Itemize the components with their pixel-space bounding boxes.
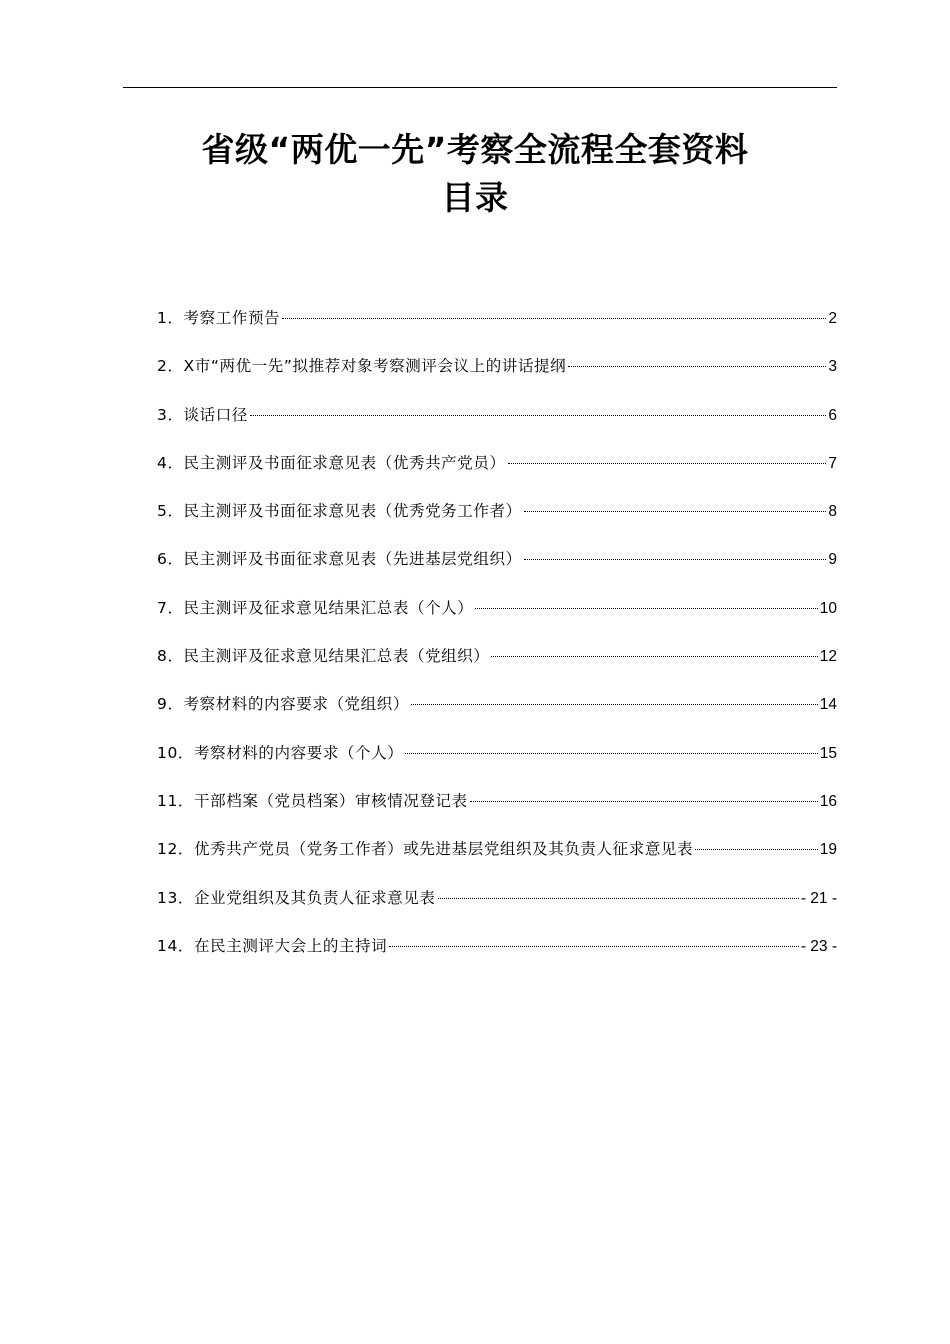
toc-leader-dots xyxy=(508,463,827,464)
document-title: 省级“两优一先”考察全流程全套资料 xyxy=(201,130,749,169)
toc-entry-page: - 23 - xyxy=(800,937,837,955)
toc-leader-dots xyxy=(568,366,826,367)
toc-leader-dots xyxy=(411,704,818,705)
toc-entry-page: 2 xyxy=(828,310,837,327)
toc-entry-page: 15 xyxy=(819,744,837,762)
toc-entry[interactable] xyxy=(157,692,837,740)
toc-entry-page: 10 xyxy=(819,599,837,617)
toc-entry-page: 8 xyxy=(828,503,837,521)
toc-entry-label: 9．考察材料的内容要求（党组织） xyxy=(157,695,409,714)
toc-entry[interactable] xyxy=(157,403,837,451)
toc-entry[interactable] xyxy=(157,547,837,595)
toc-entry[interactable] xyxy=(157,451,837,499)
toc-entry[interactable] xyxy=(157,644,837,692)
toc-entry-label: 2．X市“两优一先”拟推荐对象考察测评会议上的讲话提纲 xyxy=(157,357,567,376)
toc-entry-page: - 21 - xyxy=(800,889,837,907)
toc-entry-page: 7 xyxy=(828,454,837,472)
toc-leader-dots xyxy=(405,753,817,754)
toc-entry[interactable] xyxy=(157,886,837,934)
toc-heading: 目录 xyxy=(441,178,509,217)
toc-entry-label: 1．考察工作预告 xyxy=(157,309,281,327)
toc-entry-label: 3．谈话口径 xyxy=(157,405,248,424)
toc-entry-label: 13．企业党组织及其负责人征求意见表 xyxy=(157,888,436,907)
toc-entry-page: 12 xyxy=(819,648,837,666)
toc-entry-label: 11．干部档案（党员档案）审核情况登记表 xyxy=(157,791,468,810)
toc-entry-page: 16 xyxy=(819,792,837,810)
toc-entry[interactable] xyxy=(157,499,837,547)
toc-entry[interactable] xyxy=(157,837,837,885)
toc-entry[interactable] xyxy=(157,306,837,354)
toc-entry-label: 4．民主测评及书面征求意见表（优秀共产党员） xyxy=(157,453,506,472)
toc-entry-label: 5．民主测评及书面征求意见表（优秀党务工作者） xyxy=(157,502,522,521)
toc-entry-page: 9 xyxy=(828,551,837,569)
toc-leader-dots xyxy=(695,849,818,850)
toc-entry-label: 14．在民主测评大会上的主持词 xyxy=(157,936,388,955)
toc-leader-dots xyxy=(524,559,827,560)
toc-leader-dots xyxy=(470,801,818,802)
toc-entry-page: 14 xyxy=(819,696,837,714)
toc-entry-label: 6．民主测评及书面征求意见表（先进基层党组织） xyxy=(157,550,522,569)
table-of-contents xyxy=(157,306,837,982)
toc-entry-label: 8．民主测评及征求意见结果汇总表（党组织） xyxy=(157,647,490,666)
toc-entry[interactable] xyxy=(157,596,837,644)
toc-entry-label: 7．民主测评及征求意见结果汇总表（个人） xyxy=(157,598,474,617)
toc-entry-page: 6 xyxy=(828,406,837,424)
toc-leader-dots xyxy=(491,656,817,657)
toc-entry-label: 10．考察材料的内容要求（个人） xyxy=(157,743,404,762)
toc-entry[interactable] xyxy=(157,934,837,982)
toc-entry-page: 3 xyxy=(828,358,837,376)
toc-leader-dots xyxy=(389,946,799,947)
header-rule xyxy=(123,87,837,88)
toc-leader-dots xyxy=(282,318,826,319)
toc-entry-label: 12．优秀共产党员（党务工作者）或先进基层党组织及其负责人征求意见表 xyxy=(157,840,694,859)
toc-entry-page: 19 xyxy=(819,841,837,859)
toc-entry[interactable] xyxy=(157,789,837,837)
toc-entry[interactable] xyxy=(157,354,837,402)
toc-entry[interactable] xyxy=(157,741,837,789)
toc-leader-dots xyxy=(250,415,826,416)
toc-leader-dots xyxy=(475,608,817,609)
toc-leader-dots xyxy=(524,511,827,512)
toc-leader-dots xyxy=(438,898,799,899)
